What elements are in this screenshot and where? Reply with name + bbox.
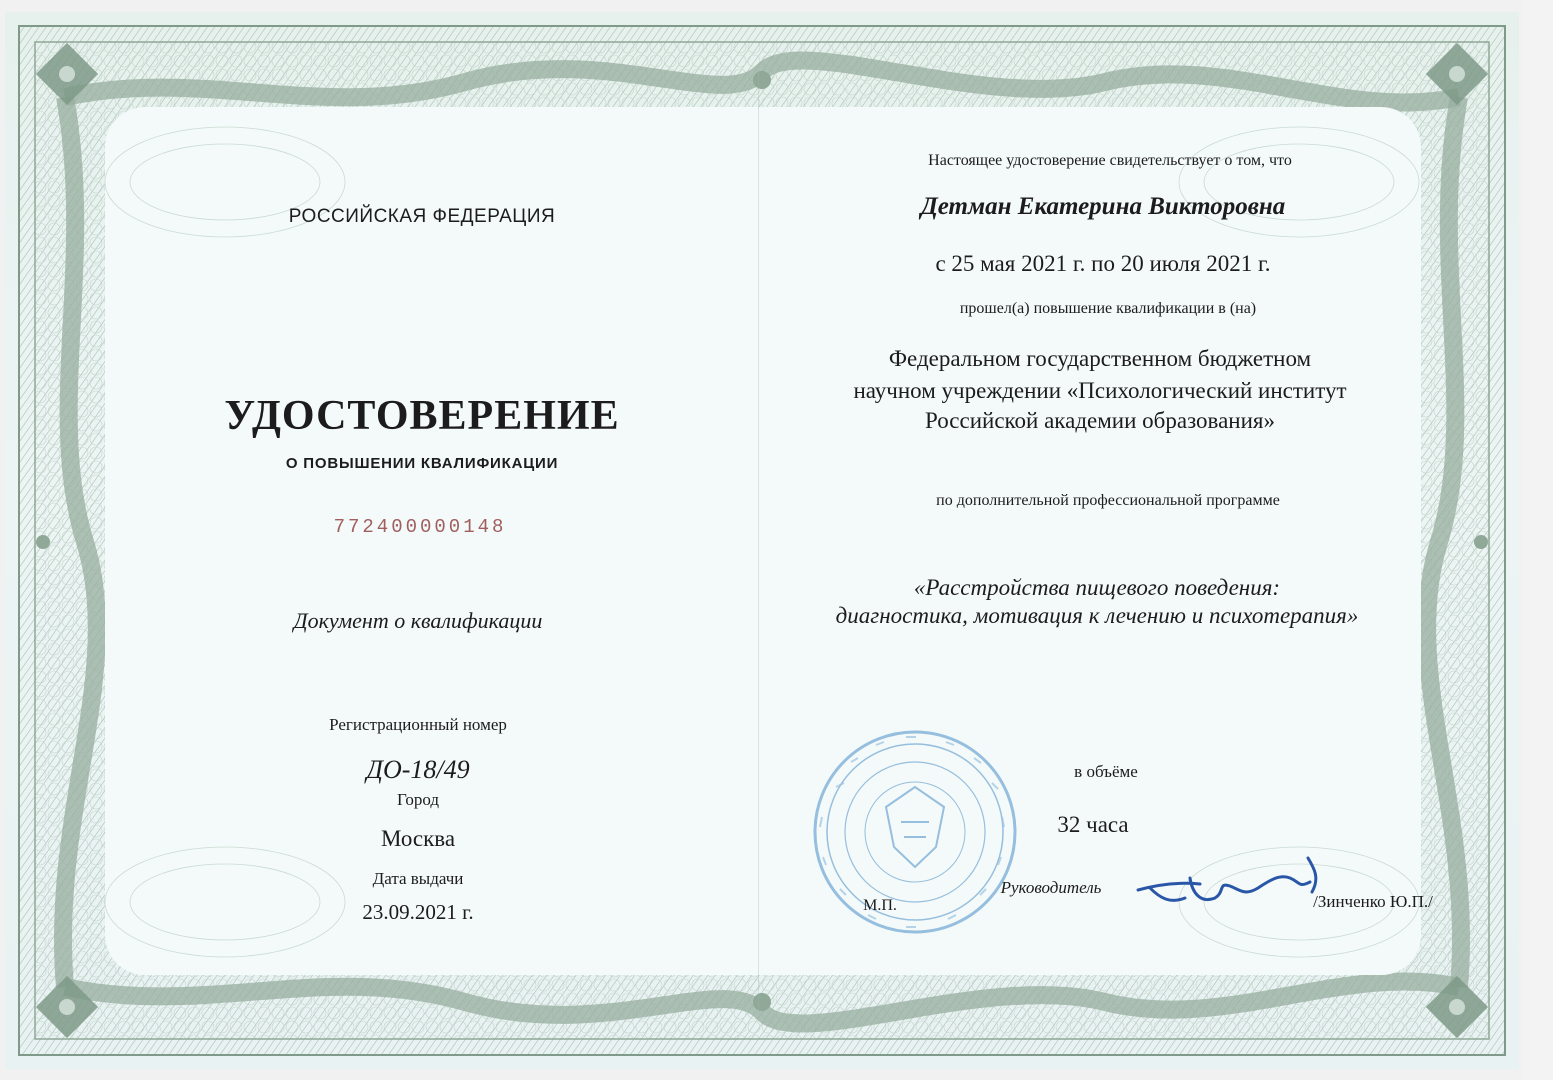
city-value: Москва <box>380 826 456 851</box>
training-period: с 25 мая 2021 г. по 20 июля 2021 г. <box>935 251 1271 276</box>
person-name: Детман Екатерина Викторовна <box>920 193 1286 220</box>
volume-value: 32 часа <box>1057 812 1129 837</box>
center-fold-line <box>758 72 759 1012</box>
serial-number: 772400000148 <box>333 516 507 538</box>
program-title-line: «Расстройства пищевого поведения: <box>913 575 1281 600</box>
seal-label: М.П. <box>863 897 897 914</box>
volume-label: в объёме <box>1074 762 1138 781</box>
program-label: по дополнительной профессиональной программе <box>936 492 1280 509</box>
country-label: РОССИЙСКАЯ ФЕДЕРАЦИЯ <box>288 206 556 227</box>
director-label: Руководитель <box>1000 878 1102 897</box>
organization-line: Федеральном государственном бюджетном <box>888 346 1312 371</box>
issue-date-label: Дата выдачи <box>372 869 464 888</box>
director-name: /Зинченко Ю.П./ <box>1313 892 1433 911</box>
director-signature-icon <box>1130 848 1330 920</box>
official-seal-icon <box>806 727 1024 937</box>
issue-date: 23.09.2021 г. <box>362 900 474 924</box>
organization-line: Российской академии образования» <box>925 408 1275 433</box>
completed-text: прошел(а) повышение квалификации в (на) <box>959 300 1257 317</box>
program-title-line: диагностика, мотивация к лечению и психотерапия» <box>835 603 1359 628</box>
document-subtitle: О ПОВЫШЕНИИ КВАЛИФИКАЦИИ <box>285 455 559 472</box>
document-title: УДОСТОВЕРЕНИЕ <box>224 393 620 439</box>
scan-margin <box>1522 0 1553 1080</box>
registration-label: Регистрационный номер <box>329 715 507 734</box>
document-type: Документ о квалификации <box>293 608 543 633</box>
city-label: Город <box>397 790 439 809</box>
organization-line: научном учреждении «Психологический институт <box>853 378 1347 403</box>
intro-text: Настоящее удостоверение свидетельствует о том, что <box>928 152 1292 169</box>
registration-number: ДО-18/49 <box>366 755 470 784</box>
